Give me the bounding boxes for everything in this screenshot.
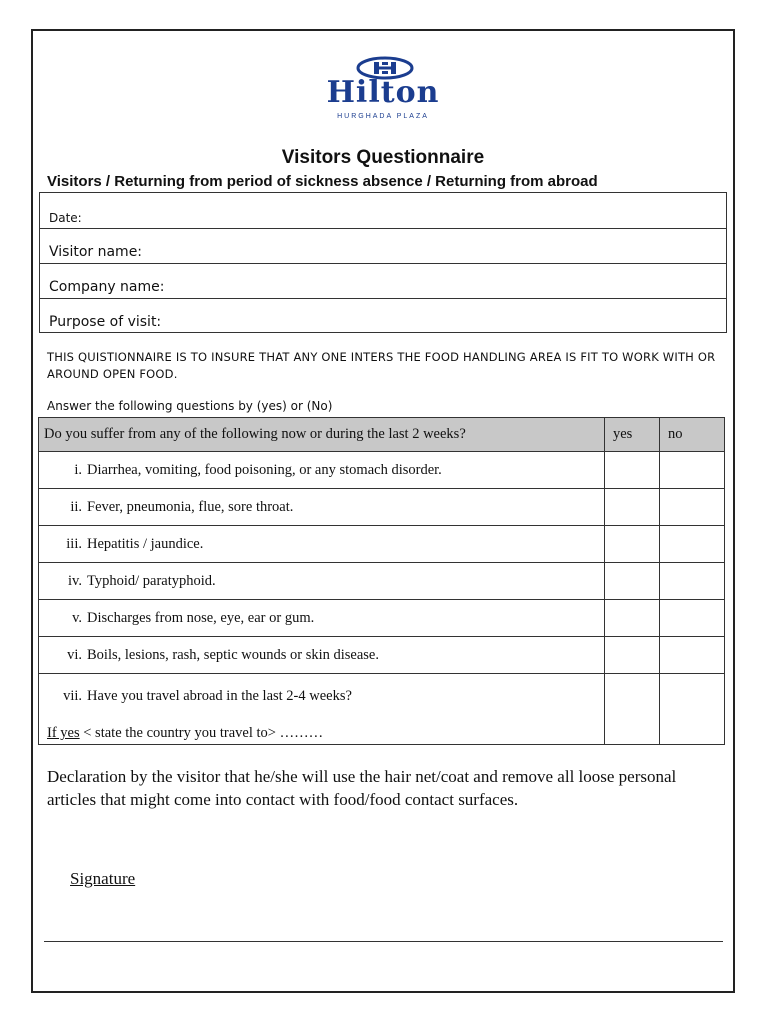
purpose-field[interactable] <box>40 298 726 333</box>
table-row <box>39 563 725 600</box>
table-row <box>39 600 725 637</box>
instruction-text: Answer the following questions by (yes) or (No) <box>47 399 333 413</box>
no-cell[interactable] <box>660 563 725 600</box>
notice-text: THIS QUISTIONNAIRE IS TO INSURE THAT ANY ONE INTERS THE FOOD HANDLING AREA IS FIT TO WORK WITH OR AROUND OPEN FOOD. <box>47 350 716 381</box>
logo-subtitle: HURGHADA PLAZA <box>337 113 429 120</box>
row-number: iv. <box>68 572 82 589</box>
page-subtitle: Visitors / Returning from period of sickness absence / Returning from abroad <box>47 173 598 190</box>
question-text: Typhoid/ paratyphoid. <box>87 572 216 589</box>
visitor-info-box <box>39 192 727 333</box>
no-cell[interactable] <box>660 489 725 526</box>
row-number: vi. <box>67 646 82 663</box>
yes-cell[interactable] <box>605 674 660 745</box>
no-cell[interactable] <box>660 600 725 637</box>
yes-cell[interactable] <box>605 637 660 674</box>
yes-cell[interactable] <box>605 452 660 489</box>
table-row <box>39 489 725 526</box>
form-page <box>31 29 735 993</box>
company-name-label: Company name: <box>49 279 165 295</box>
question-text: Fever, pneumonia, flue, sore throat. <box>87 498 294 515</box>
yes-cell[interactable] <box>605 526 660 563</box>
company-name-field[interactable] <box>40 263 726 298</box>
table-row <box>39 637 725 674</box>
header-question: Do you suffer from any of the following now or during the last 2 weeks? <box>39 418 605 452</box>
table-row <box>39 526 725 563</box>
date-field[interactable] <box>40 193 726 228</box>
no-cell[interactable] <box>660 526 725 563</box>
if-yes-line <box>47 725 323 742</box>
hilton-logo <box>33 55 733 125</box>
question-text: Have you travel abroad in the last 2-4 weeks? <box>87 688 352 704</box>
question-text: Diarrhea, vomiting, food poisoning, or any stomach disorder. <box>87 461 442 478</box>
declaration-text: Declaration by the visitor that he/she will use the hair net/coat and remove all loose personal articles that might come into contact with food/food contact surfaces. <box>47 767 677 809</box>
question-text: Discharges from nose, eye, ear or gum. <box>87 609 315 626</box>
row-number: v. <box>72 609 82 626</box>
date-label: Date: <box>49 211 82 225</box>
yes-cell[interactable] <box>605 489 660 526</box>
header-no: no <box>660 418 725 452</box>
row-number: vii. <box>63 688 82 704</box>
signature-label: Signature <box>70 869 136 888</box>
if-yes-instruction: < state the country you travel to> ……… <box>79 725 324 741</box>
purpose-label: Purpose of visit: <box>49 314 162 330</box>
no-cell[interactable] <box>660 637 725 674</box>
table-header-row <box>39 418 725 452</box>
table-row <box>39 674 725 745</box>
logo-wordmark: Hilton <box>326 75 440 110</box>
questions-table <box>38 417 725 745</box>
visitor-name-field[interactable] <box>40 228 726 263</box>
no-cell[interactable] <box>660 674 725 745</box>
header-yes: yes <box>605 418 660 452</box>
table-row <box>39 452 725 489</box>
yes-cell[interactable] <box>605 563 660 600</box>
question-text: Boils, lesions, rash, septic wounds or skin disease. <box>87 646 379 663</box>
row-number: i. <box>74 461 82 478</box>
question-text: Hepatitis / jaundice. <box>87 535 204 552</box>
signature-line[interactable] <box>44 941 723 942</box>
if-yes-label: If yes <box>47 725 80 741</box>
page-title: Visitors Questionnaire <box>281 147 485 168</box>
row-number: iii. <box>66 535 82 552</box>
yes-cell[interactable] <box>605 600 660 637</box>
no-cell[interactable] <box>660 452 725 489</box>
row-number: ii. <box>70 498 82 515</box>
visitor-name-label: Visitor name: <box>49 244 143 260</box>
